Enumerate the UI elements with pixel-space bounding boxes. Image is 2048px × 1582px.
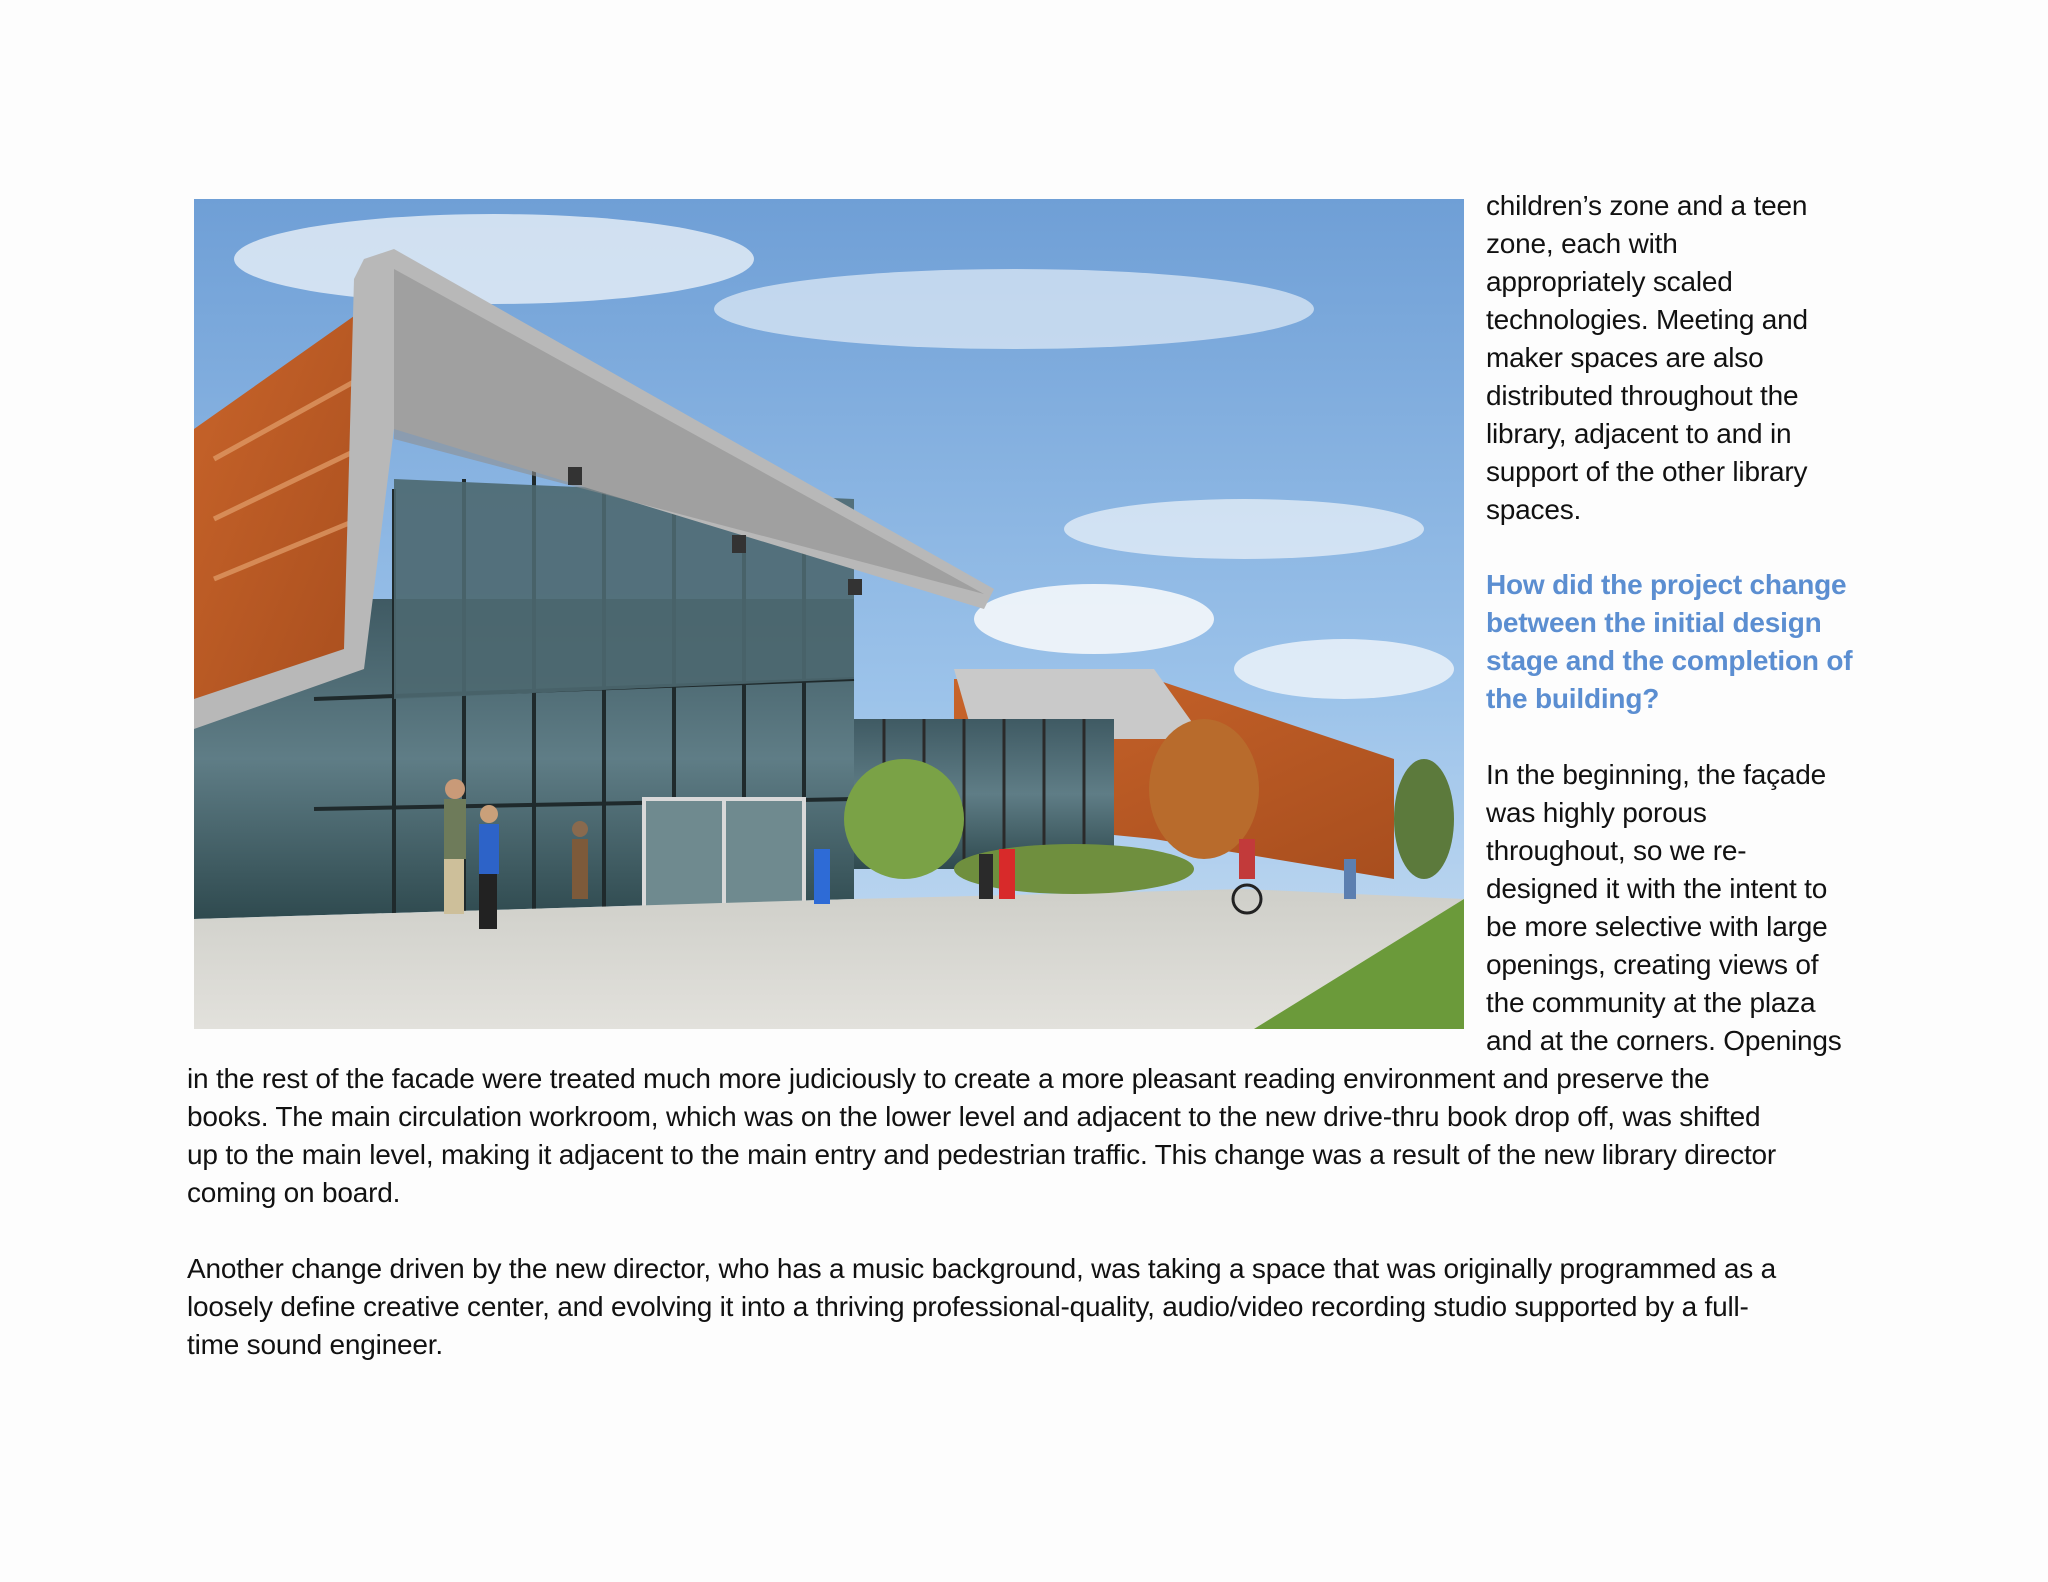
text-line: time sound engineer. — [187, 1329, 443, 1360]
column-top-text — [1486, 187, 1866, 529]
text-line: loosely define creative center, and evolving it into a thriving professional-quality, audio/video recording studio supported by a full- — [187, 1291, 1749, 1322]
heading-line: the building? — [1486, 683, 1660, 714]
section-heading — [1486, 566, 1886, 718]
paragraph-facade-and-workroom — [187, 1060, 1867, 1212]
text-line: library, adjacent to and in — [1486, 418, 1792, 449]
text-line: maker spaces are also — [1486, 342, 1764, 373]
text-line: and at the corners. Openings — [1486, 1025, 1842, 1056]
text-line: support of the other library — [1486, 456, 1808, 487]
photo-illustration — [194, 199, 1464, 1029]
text-line: appropriately scaled — [1486, 266, 1733, 297]
text-line: up to the main level, making it adjacent to the main entry and pedestrian traffic. This change was a result of the new library director — [187, 1139, 1777, 1170]
heading-line: between the initial design — [1486, 607, 1822, 638]
text-line: Another change driven by the new director, who has a music background, was taking a space that was originally programmed as a — [187, 1253, 1776, 1284]
column-bottom-text — [1486, 756, 1866, 1060]
text-line: zone, each with — [1486, 228, 1678, 259]
library-building-photo — [194, 199, 1464, 1029]
text-line: openings, creating views of — [1486, 949, 1819, 980]
heading-line: stage and the completion of — [1486, 645, 1853, 676]
text-line: throughout, so we re- — [1486, 835, 1747, 866]
text-line: In the beginning, the façade — [1486, 759, 1827, 790]
text-line: in the rest of the facade were treated much more judiciously to create a more pleasant reading environment and preserve the — [187, 1063, 1710, 1094]
text-line: the community at the plaza — [1486, 987, 1816, 1018]
text-line: books. The main circulation workroom, which was on the lower level and adjacent to the new drive-thru book drop off, was shifted — [187, 1101, 1761, 1132]
heading-line: How did the project change — [1486, 569, 1847, 600]
text-line: distributed throughout the — [1486, 380, 1799, 411]
text-line: technologies. Meeting and — [1486, 304, 1808, 335]
text-line: spaces. — [1486, 494, 1582, 525]
text-line: coming on board. — [187, 1177, 401, 1208]
text-line: was highly porous — [1486, 797, 1707, 828]
text-line: children’s zone and a teen — [1486, 190, 1808, 221]
text-line: be more selective with large — [1486, 911, 1828, 942]
paragraph-recording-studio — [187, 1250, 1867, 1364]
text-line: designed it with the intent to — [1486, 873, 1828, 904]
